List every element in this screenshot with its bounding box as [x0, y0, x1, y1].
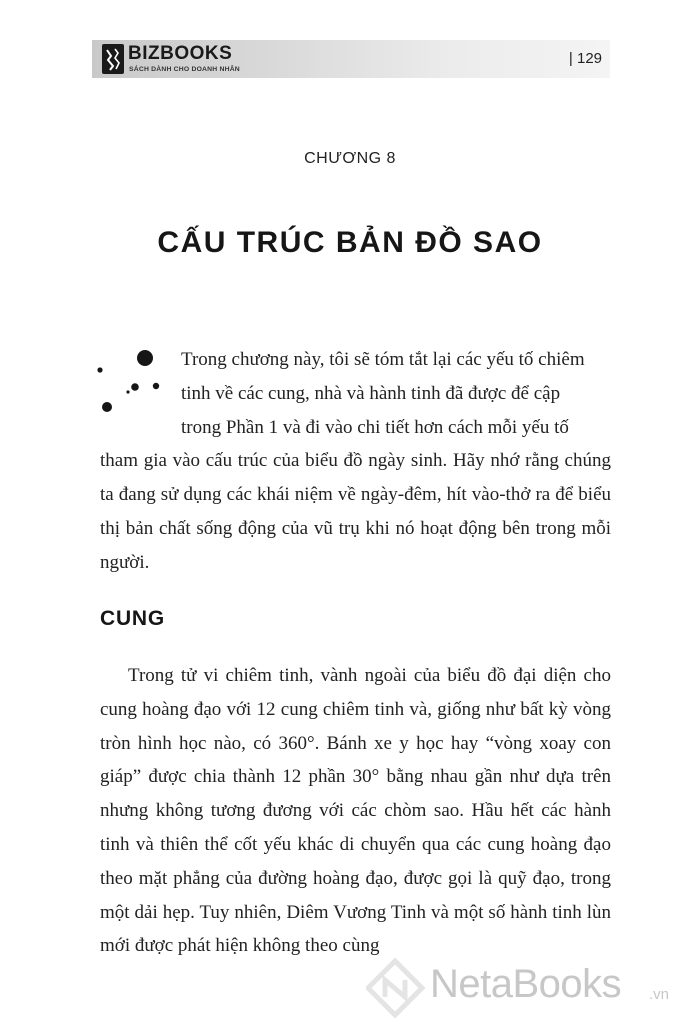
brand-tagline: SÁCH DÀNH CHO DOANH NHÂN	[129, 66, 240, 73]
watermark-suffix: .vn	[649, 986, 670, 1003]
watermark-text: NetaBooks	[430, 962, 622, 1006]
page-number: | 129	[568, 50, 602, 67]
chapter-title: CẤU TRÚC BẢN ĐỒ SAO	[157, 226, 543, 259]
intro-rest: tham gia vào cấu trúc của biểu đồ ngày sinh. Hãy nhớ rằng chúng ta đang sử dụng các khái niệm về ngày-đêm, hít vào-thở ra để biểu thị bản chất sống động của vũ trụ khi nó hoạt động bên trong mỗi người.	[100, 450, 611, 573]
section-paragraph: Trong tử vi chiêm tinh, vành ngoài của biểu đồ đại diện cho cung hoàng đạo với 12 cung chiêm tinh và, giống như bất kỳ vòng tròn hình học nào, có 360°. Bánh xe y học hay “vòng xoay con giáp” được chia thành 12 phần 30° bằng nhau gần như dựa trên nhưng không tương đương với các chòm sao. Hầu hết các hành tinh và thiên thể cốt yếu khác di chuyển qua các cung hoàng đạo theo mặt phẳng của đường hoàng đạo, được gọi là quỹ đạo, trong một dải hẹp. Tuy nhiên, Diêm Vương Tinh và một số hành tinh lùn mới được phát hiện không theo cùng	[100, 665, 611, 957]
section-heading: CUNG	[100, 607, 166, 630]
intro-paragraph	[100, 343, 611, 580]
brand-name: BIZBOOKS	[128, 43, 233, 64]
intro-line-3: trong Phần 1 và đi vào chi tiết hơn cách mỗi yếu tố	[181, 416, 569, 438]
chapter-label: CHƯƠNG 8	[304, 150, 396, 167]
intro-line-2: tinh về các cung, nhà và hành tinh đã được để cập	[181, 382, 561, 404]
intro-line-1: Trong chương này, tôi sẽ tóm tắt lại các yếu tố chiêm	[181, 349, 585, 370]
bizbooks-logo-icon	[102, 44, 124, 74]
